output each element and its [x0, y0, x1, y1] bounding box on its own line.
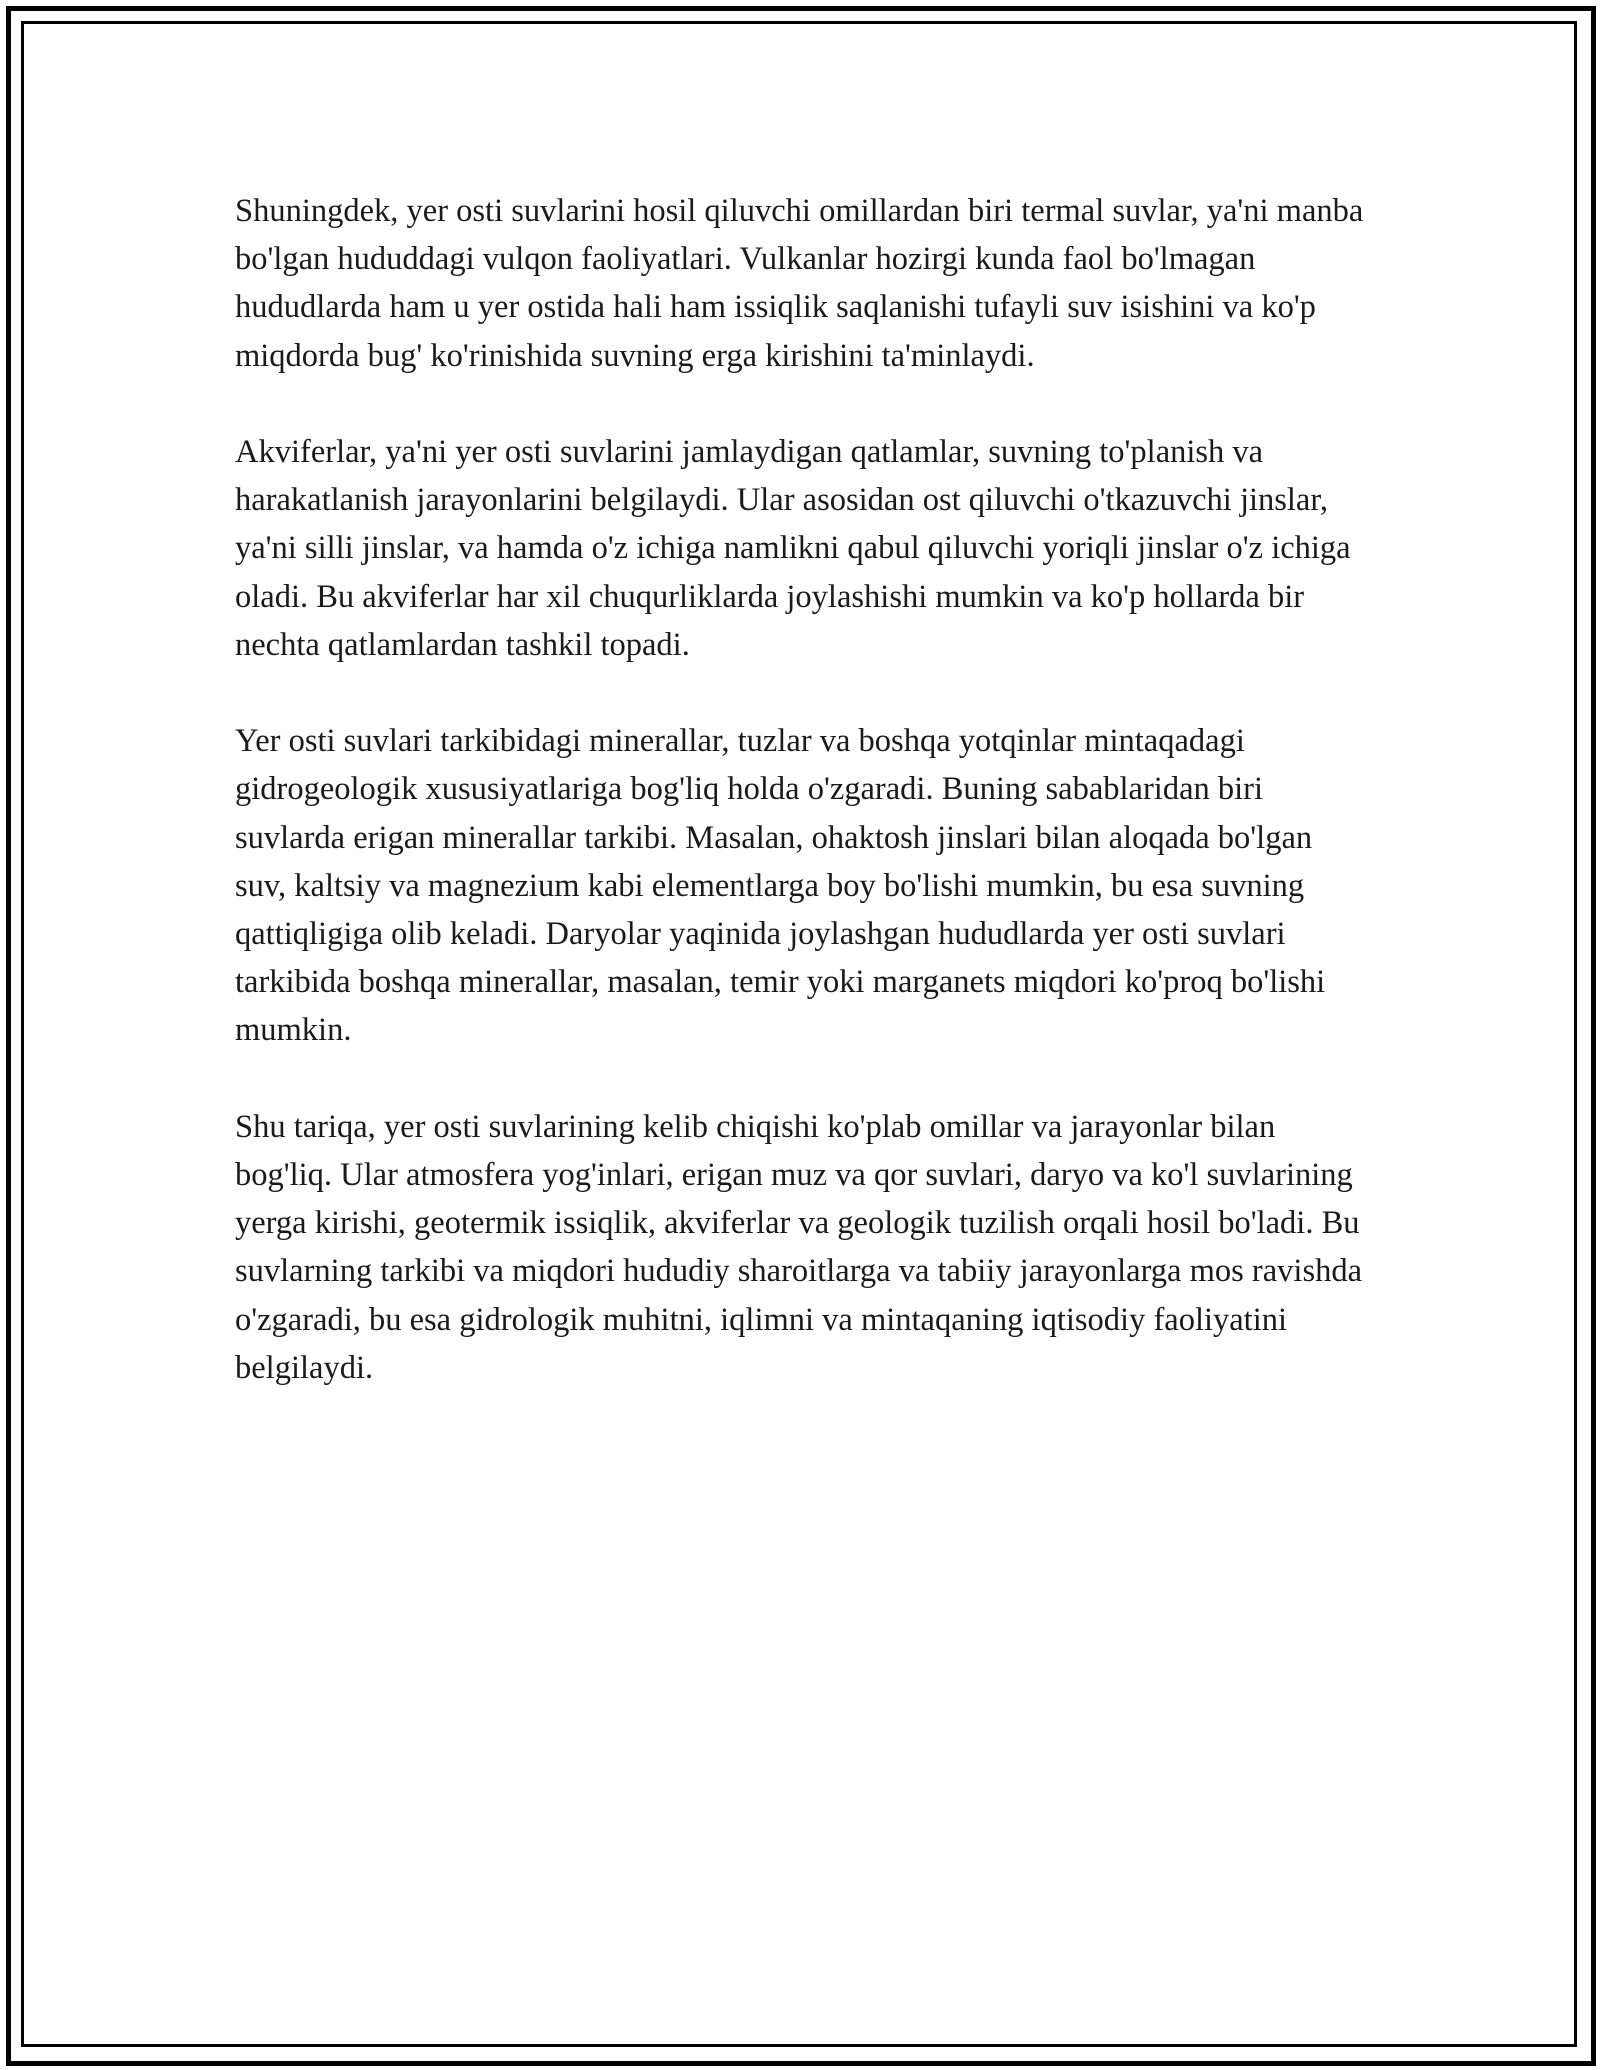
paragraph-minerals: Yer osti suvlari tarkibidagi minerallar, tuzlar va boshqa yotqinlar mintaqadagi gidrogeologik xususiyatlariga bog'liq holda o'zgaradi. Buning sabablaridan biri suvlarda erigan minerallar tarkibi. Masalan, ohaktosh jinslari bilan aloqada bo'lgan suv, kaltsiy va magnezium kabi elementlarga boy bo'lishi mumkin, bu esa suvning qattiqligiga olib keladi. Daryolar yaqinida joylashgan hududlarda yer osti suvlari tarkibida boshqa minerallar, masalan, temir yoki marganets miqdori ko'proq bo'lishi mumkin. — [235, 723, 1326, 1049]
paragraph-conclusion: Shu tariqa, yer osti suvlarining kelib chiqishi ko'plab omillar va jarayonlar bilan bog'liq. Ular atmosfera yog'inlari, erigan muz va qor suvlari, daryo va ko'l suvlarining yerga kirishi, geotermik issiqlik, akviferlar va geologik tuzilish orqali hosil bo'ladi. Bu suvlarning tarkibi va miqdori hududiy sharoitlarga va tabiiy jarayonlarga mos ravishda o'zgaradi, bu esa gidrologik muhitni, iqlimni va mintaqaning iqtisodiy faoliyatini belgilaydi. — [235, 1108, 1363, 1386]
paragraph-thermal-waters: Shuningdek, yer osti suvlarini hosil qiluvchi omillardan biri termal suvlar, ya'ni manba bo'lgan hududdagi vulqon faoliyatlari. Vulkanlar hozirgi kunda faol bo'lmagan hududlarda ham u yer ostida hali ham issiqlik saqlanishi tufayli suv isishini va ko'p miqdorda bug' ko'rinishida suvning erga kirishini ta'minlaydi. — [235, 193, 1364, 374]
paragraph-aquifers: Akviferlar, ya'ni yer osti suvlarini jamlaydigan qatlamlar, suvning to'planish va harakatlanish jarayonlarini belgilaydi. Ular asosidan ost qiluvchi o'tkazuvchi jinslar, ya'ni silli jinslar, va hamda o'z ichiga namlikni qabul qiluvchi yoriqli jinslar o'z ichiga oladi. Bu akviferlar har xil chuqurliklarda joylashishi mumkin va ko'p hollarda bir nechta qatlamlardan tashkil topadi. — [235, 434, 1351, 663]
document-body — [235, 187, 1365, 1440]
